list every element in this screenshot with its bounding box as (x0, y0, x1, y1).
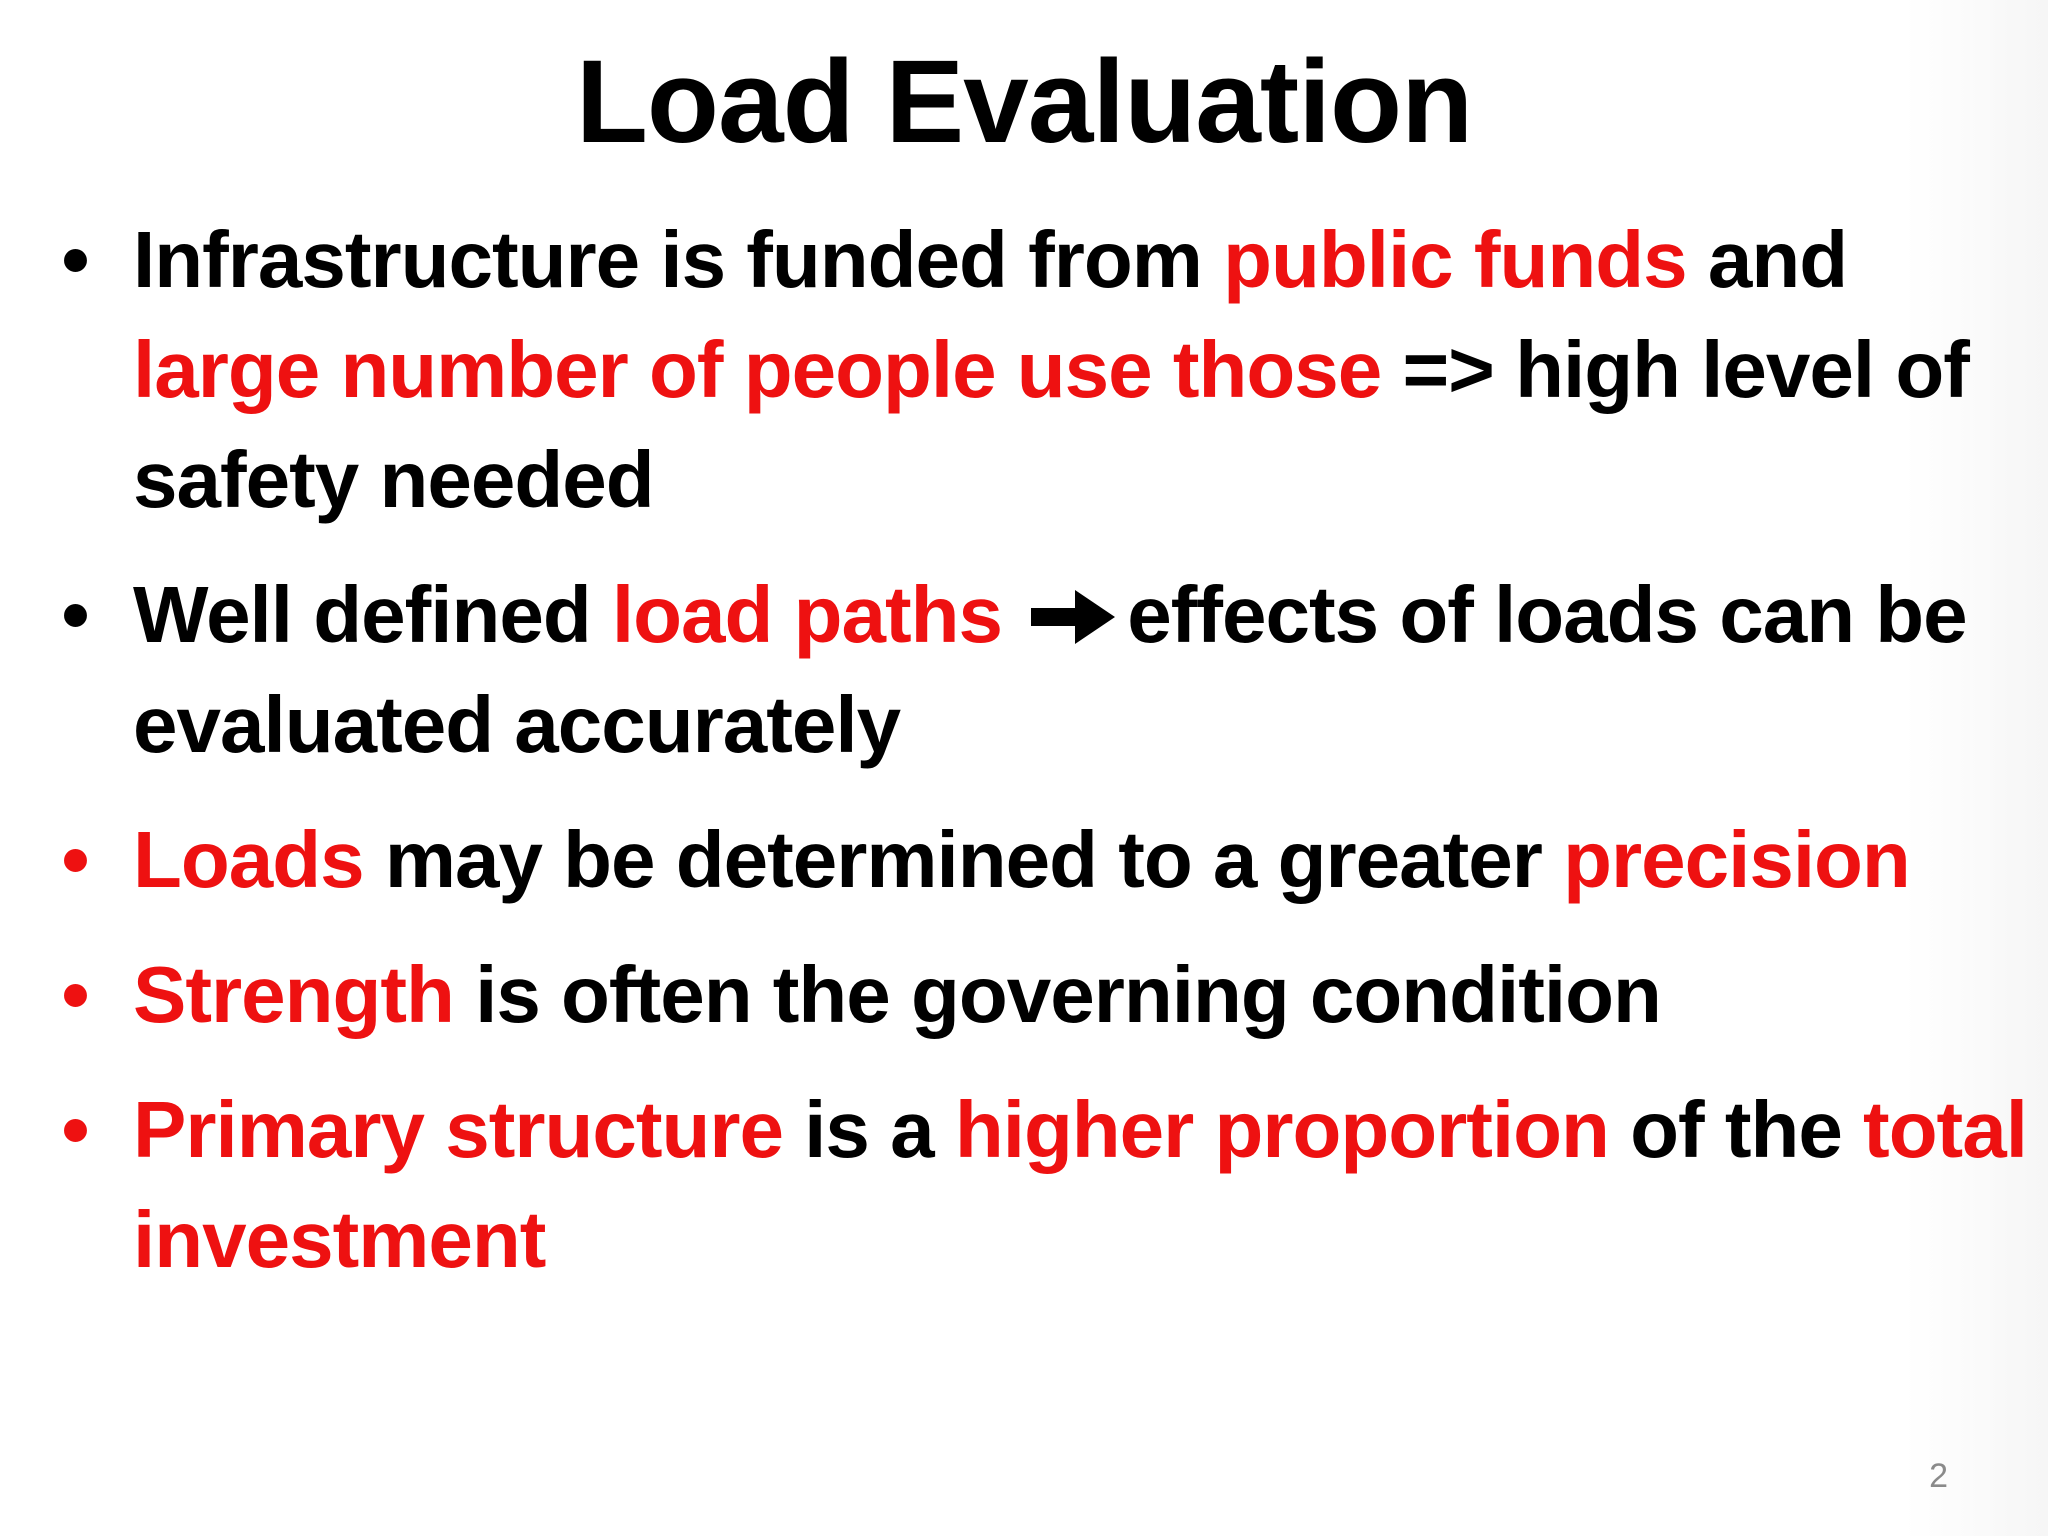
bullet-text: => high level of safety needed (133, 325, 1969, 524)
bullet-item-loads-precision (55, 805, 2035, 915)
bullet-text: effects of loads can be evaluated accurately (133, 570, 1967, 769)
bullet-dot: • (61, 1085, 89, 1174)
bullet-text: Infrastructure is funded from (133, 215, 1224, 304)
bullet-text: of the (1608, 1085, 1864, 1174)
bullet-dot: • (61, 815, 89, 904)
bullet-dot: • (61, 215, 89, 304)
right-arrow-icon (1029, 586, 1117, 648)
highlight-total-investment: total investment (133, 1085, 2027, 1284)
highlight-large-number-of-people: large number of people use those (133, 325, 1382, 414)
bullet-item-strength (55, 940, 2035, 1050)
bullet-text: is a (782, 1085, 955, 1174)
bullet-text (1002, 570, 1023, 659)
slide-title: Load Evaluation (575, 36, 1473, 168)
highlight-higher-proportion: higher proportion (954, 1085, 1609, 1174)
bullet-item-primary-structure (55, 1075, 2035, 1295)
bullet-text: Well defined (133, 570, 612, 659)
bullet-dot: • (61, 950, 89, 1039)
highlight-primary-structure: Primary structure (133, 1085, 783, 1174)
bullet-text: is often the governing condition (453, 950, 1661, 1039)
bullet-list (55, 205, 2035, 1295)
bullet-dot: • (61, 570, 89, 659)
highlight-load-paths: load paths (611, 570, 1002, 659)
bullet-text: may be determined to a greater (363, 815, 1564, 904)
bullet-item-load-paths (55, 560, 2035, 780)
highlight-precision: precision (1563, 815, 1910, 904)
highlight-strength: Strength (133, 950, 454, 1039)
highlight-public-funds: public funds (1223, 215, 1687, 304)
bullet-item-public-funds (55, 205, 2035, 535)
page-number: 2 (1929, 1457, 1948, 1495)
bullet-text: and (1686, 215, 1848, 304)
highlight-loads: Loads (133, 815, 364, 904)
